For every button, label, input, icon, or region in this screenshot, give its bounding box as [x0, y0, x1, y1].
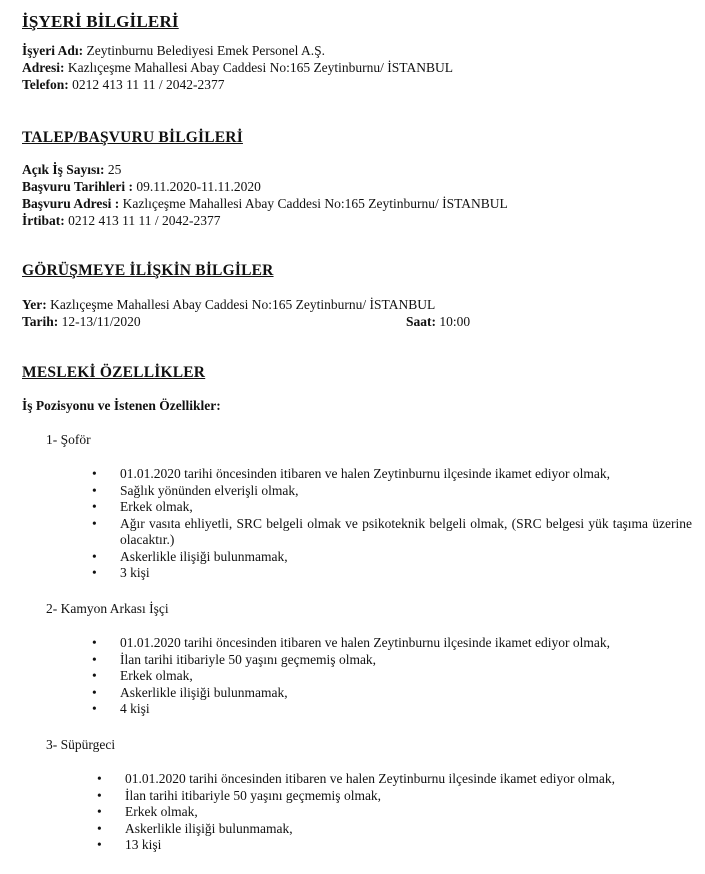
- open-jobs-label: Açık İş Sayısı:: [22, 162, 105, 177]
- list-item: • Ağır vasıta ehliyetli, SRC belgeli olmak ve psikoteknik belgeli olmak, (SRC belgesi yük taşıma üzerine olacaktır.): [92, 516, 692, 549]
- position-title-2: 2- Kamyon Arkası İşçi: [46, 601, 169, 616]
- list-item: • Askerlikle ilişiği bulunmamak,: [97, 821, 697, 838]
- interview-time-value: 10:00: [436, 314, 471, 329]
- interview-time-line: [406, 314, 470, 330]
- list-item: • Askerlikle ilişiği bulunmamak,: [92, 549, 692, 566]
- workplace-address-line: [22, 60, 453, 76]
- position-title-1: 1- Şoför: [46, 432, 91, 447]
- list-item: • 3 kişi: [92, 565, 692, 582]
- list-item: • Askerlikle ilişiği bulunmamak,: [92, 685, 692, 702]
- workplace-phone-label: Telefon:: [22, 77, 69, 92]
- position-title-3: 3- Süpürgeci: [46, 737, 116, 752]
- position-3-requirements: [97, 771, 697, 854]
- interview-date-label: Tarih:: [22, 314, 59, 329]
- contact-line: [22, 213, 221, 229]
- list-item: • Erkek olmak,: [92, 668, 692, 685]
- section-heading-mesleki: MESLEKİ ÖZELLİKLER: [22, 364, 206, 381]
- interview-date-value: 12-13/11/2020: [58, 314, 141, 329]
- list-item: • Erkek olmak,: [97, 804, 697, 821]
- positions-subheading-text: İş Pozisyonu ve İstenen Özellikler:: [22, 398, 221, 413]
- interview-date-line: [22, 314, 141, 330]
- workplace-phone-value: 0212 413 11 11 / 2042-2377: [68, 77, 225, 92]
- list-item: • İlan tarihi itibariyle 50 yaşını geçmemiş olmak,: [97, 788, 697, 805]
- section-heading-talep: TALEP/BAŞVURU BİLGİLERİ: [22, 129, 243, 146]
- list-item: • 01.01.2020 tarihi öncesinden itibaren ve halen Zeytinburnu ilçesinde ikamet ediyor olmak,: [97, 771, 697, 788]
- list-item: • 4 kişi: [92, 701, 692, 718]
- list-item: • 13 kişi: [97, 837, 697, 854]
- contact-value: 0212 413 11 11 / 2042-2377: [64, 213, 221, 228]
- application-address-value: Kazlıçeşme Mahallesi Abay Caddesi No:165 Zeytinburnu/ İSTANBUL: [119, 196, 508, 211]
- position-2-requirements: [92, 635, 692, 718]
- interview-place-line: [22, 297, 435, 313]
- section-heading-gorusme: GÖRÜŞMEYE İLİŞKİN BİLGİLER: [22, 262, 274, 279]
- list-item: • 01.01.2020 tarihi öncesinden itibaren ve halen Zeytinburnu ilçesinde ikamet ediyor olmak,: [92, 635, 692, 652]
- workplace-name-line: [22, 43, 325, 59]
- position-1-requirements: [92, 466, 692, 582]
- workplace-address-value: Kazlıçeşme Mahallesi Abay Caddesi No:165 Zeytinburnu/ İSTANBUL: [64, 60, 453, 75]
- application-dates-line: [22, 179, 261, 195]
- list-item: • İlan tarihi itibariyle 50 yaşını geçmemiş olmak,: [92, 652, 692, 669]
- workplace-address-label: Adresi:: [22, 60, 65, 75]
- list-item: • Erkek olmak,: [92, 499, 692, 516]
- interview-time-label: Saat:: [406, 314, 436, 329]
- section-heading-isyeri: İŞYERİ BİLGİLERİ: [22, 12, 179, 31]
- application-dates-label: Başvuru Tarihleri :: [22, 179, 134, 194]
- contact-label: İrtibat:: [22, 213, 65, 228]
- application-address-line: [22, 196, 508, 212]
- interview-place-label: Yer:: [22, 297, 47, 312]
- application-dates-value: 09.11.2020-11.11.2020: [133, 179, 261, 194]
- open-jobs-line: [22, 162, 121, 178]
- workplace-name-value: Zeytinburnu Belediyesi Emek Personel A.Ş.: [83, 43, 325, 58]
- list-item: • 01.01.2020 tarihi öncesinden itibaren ve halen Zeytinburnu ilçesinde ikamet ediyor olmak,: [92, 466, 692, 483]
- application-address-label: Başvuru Adresi :: [22, 196, 120, 211]
- open-jobs-value: 25: [104, 162, 122, 177]
- list-item: • Sağlık yönünden elverişli olmak,: [92, 483, 692, 500]
- workplace-phone-line: [22, 77, 225, 93]
- workplace-name-label: İşyeri Adı:: [22, 43, 84, 58]
- positions-subheading: [22, 398, 221, 414]
- interview-place-value: Kazlıçeşme Mahallesi Abay Caddesi No:165 Zeytinburnu/ İSTANBUL: [46, 297, 436, 312]
